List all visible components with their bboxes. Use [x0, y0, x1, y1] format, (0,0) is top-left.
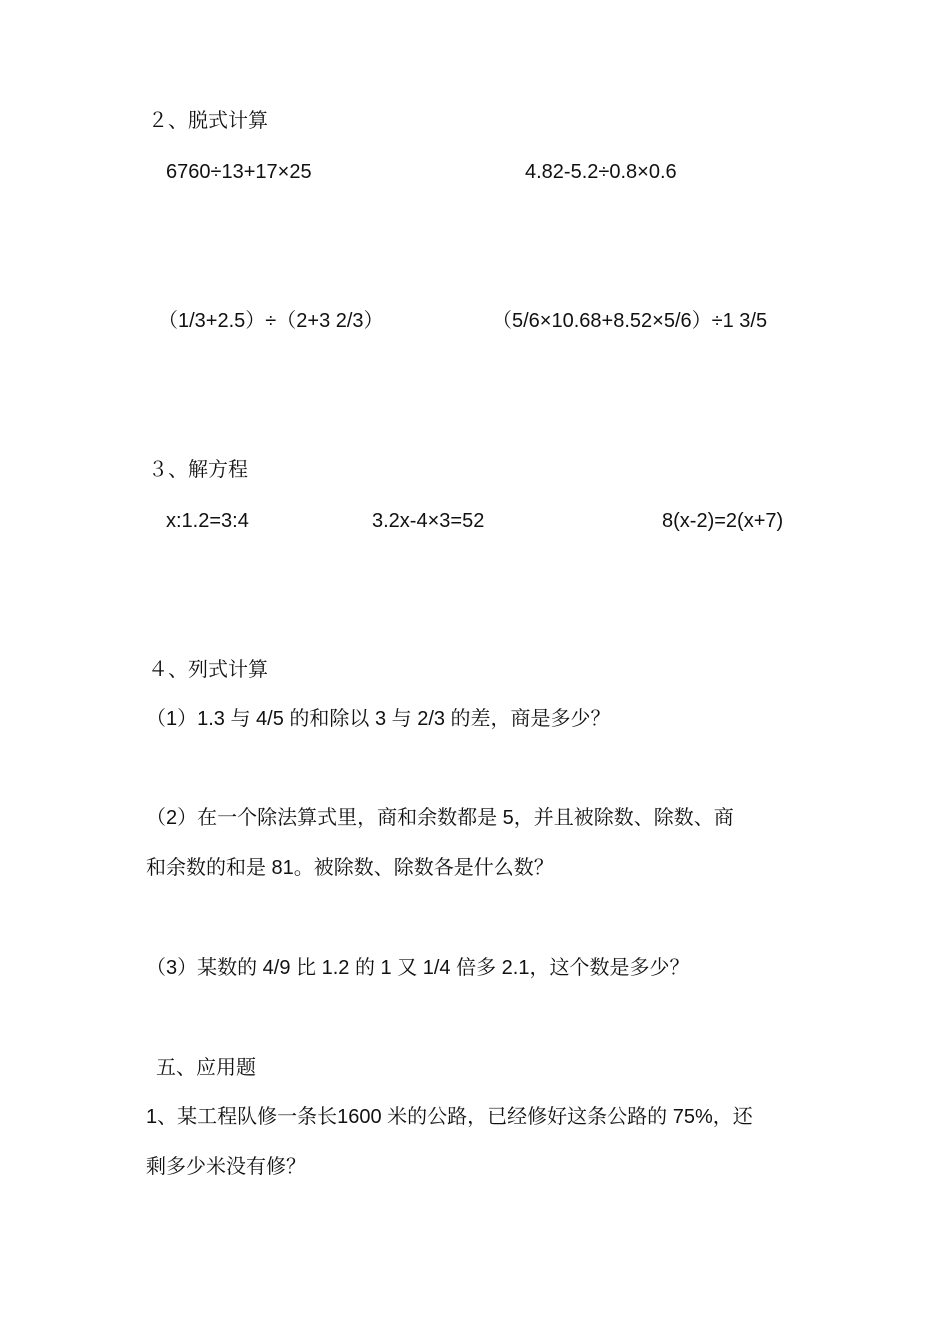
equation-1: x:1.2=3:4 — [166, 510, 249, 532]
application-problem-1-line-1: 1、某工程队修一条长1600 米的公路，已经修好这条公路的 75%，还 — [146, 1106, 753, 1128]
section-4-heading: ４、列式计算 — [148, 657, 268, 681]
word-problem-2-line-1: （2）在一个除法算式里，商和余数都是 5，并且被除数、除数、商 — [146, 807, 734, 829]
word-problem-2-line-2: 和余数的和是 81。被除数、除数各是什么数？ — [146, 857, 554, 879]
calc-problem-1: 6760÷13+17×25 — [166, 161, 312, 183]
word-problem-1: （1）1.3 与 4/5 的和除以 3 与 2/3 的差，商是多少？ — [146, 708, 611, 730]
calc-problem-4: （5/6×10.68+8.52×5/6）÷1 3/5 — [492, 310, 768, 332]
calc-problem-3: （1/3+2.5）÷（2+3 2/3） — [158, 310, 384, 332]
section-5-heading: 五、应用题 — [156, 1055, 256, 1079]
calc-problem-2: 4.82-5.2÷0.8×0.6 — [525, 161, 677, 183]
equation-2: 3.2x-4×3=52 — [372, 510, 485, 532]
equation-3: 8(x-2)=2(x+7) — [662, 510, 784, 532]
section-2-heading: ２、脱式计算 — [148, 108, 268, 132]
word-problem-3: （3）某数的 4/9 比 1.2 的 1 又 1/4 倍多 2.1，这个数是多少？ — [146, 957, 690, 979]
section-3-heading: ３、解方程 — [148, 457, 248, 481]
application-problem-1-line-2: 剩多少米没有修？ — [146, 1156, 306, 1178]
